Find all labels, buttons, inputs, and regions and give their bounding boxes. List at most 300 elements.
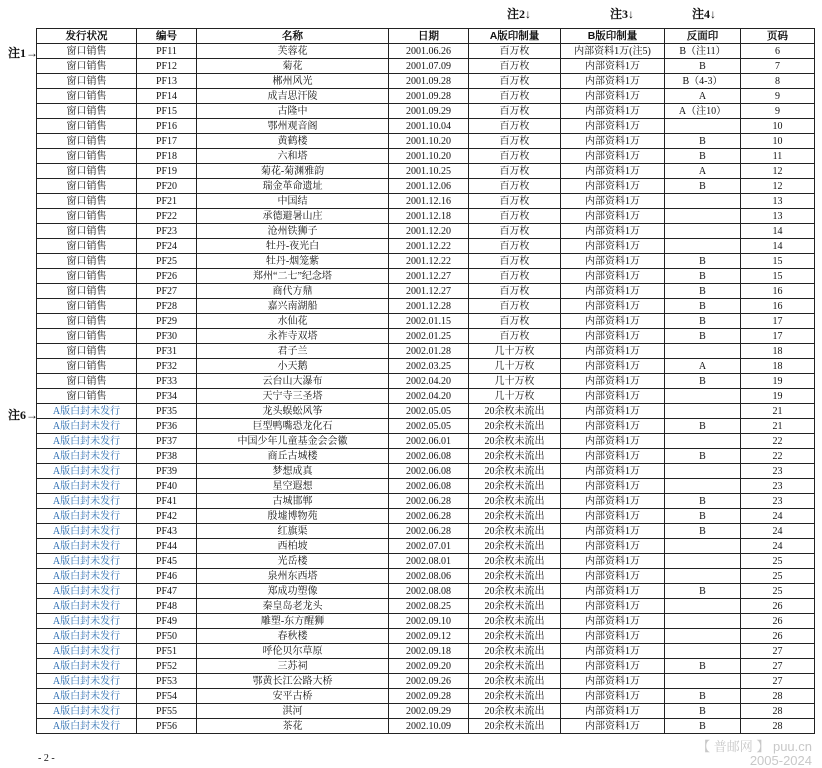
header-code: 编号 bbox=[137, 29, 197, 44]
back-print-cell bbox=[665, 434, 741, 449]
b-print-cell: 内部资料1万(注5) bbox=[561, 44, 665, 59]
date-cell: 2001.07.09 bbox=[389, 59, 469, 74]
status-cell: A版白封未发行 bbox=[37, 509, 137, 524]
date-cell: 2002.04.20 bbox=[389, 389, 469, 404]
date-cell: 2001.09.28 bbox=[389, 89, 469, 104]
back-print-cell bbox=[665, 239, 741, 254]
name-cell: 君子兰 bbox=[197, 344, 389, 359]
date-cell: 2002.09.18 bbox=[389, 644, 469, 659]
name-cell: 成吉思汗陵 bbox=[197, 89, 389, 104]
back-print-cell: B bbox=[665, 449, 741, 464]
a-print-cell: 20余枚未流出 bbox=[469, 614, 561, 629]
page-cell: 17 bbox=[741, 314, 815, 329]
date-cell: 2002.01.25 bbox=[389, 329, 469, 344]
b-print-cell: 内部资料1万 bbox=[561, 359, 665, 374]
date-cell: 2002.06.08 bbox=[389, 479, 469, 494]
name-cell: 巨型鸭嘴恐龙化石 bbox=[197, 419, 389, 434]
name-cell: 安平古桥 bbox=[197, 689, 389, 704]
code-cell: PF52 bbox=[137, 659, 197, 674]
page-cell: 8 bbox=[741, 74, 815, 89]
date-cell: 2001.12.28 bbox=[389, 299, 469, 314]
table-row bbox=[37, 704, 815, 719]
date-cell: 2002.04.20 bbox=[389, 374, 469, 389]
code-cell: PF46 bbox=[137, 569, 197, 584]
a-print-cell: 20余枚未流出 bbox=[469, 569, 561, 584]
name-cell: 郴州风光 bbox=[197, 74, 389, 89]
date-cell: 2002.10.09 bbox=[389, 719, 469, 734]
page-cell: 15 bbox=[741, 254, 815, 269]
table-row bbox=[37, 479, 815, 494]
back-print-cell bbox=[665, 464, 741, 479]
name-cell: 鄂州观音阁 bbox=[197, 119, 389, 134]
code-cell: PF12 bbox=[137, 59, 197, 74]
back-print-cell: B bbox=[665, 179, 741, 194]
status-cell: 窗口销售 bbox=[37, 59, 137, 74]
name-cell: 呼伦贝尔草原 bbox=[197, 644, 389, 659]
back-print-cell: B bbox=[665, 299, 741, 314]
status-cell: 窗口销售 bbox=[37, 179, 137, 194]
back-print-cell bbox=[665, 674, 741, 689]
a-print-cell: 20余枚未流出 bbox=[469, 419, 561, 434]
b-print-cell: 内部资料1万 bbox=[561, 404, 665, 419]
back-print-cell bbox=[665, 644, 741, 659]
table-row bbox=[37, 89, 815, 104]
status-cell: 窗口销售 bbox=[37, 389, 137, 404]
back-print-cell: B bbox=[665, 659, 741, 674]
back-print-cell: B bbox=[665, 584, 741, 599]
code-cell: PF28 bbox=[137, 299, 197, 314]
table-row bbox=[37, 539, 815, 554]
back-print-cell: B bbox=[665, 284, 741, 299]
table-row bbox=[37, 179, 815, 194]
table-row bbox=[37, 359, 815, 374]
code-cell: PF29 bbox=[137, 314, 197, 329]
back-print-cell: B bbox=[665, 254, 741, 269]
table-row bbox=[37, 254, 815, 269]
code-cell: PF18 bbox=[137, 149, 197, 164]
page-cell: 22 bbox=[741, 449, 815, 464]
code-cell: PF51 bbox=[137, 644, 197, 659]
table-row bbox=[37, 314, 815, 329]
a-print-cell: 几十万枚 bbox=[469, 389, 561, 404]
date-cell: 2002.01.15 bbox=[389, 314, 469, 329]
code-cell: PF43 bbox=[137, 524, 197, 539]
code-cell: PF41 bbox=[137, 494, 197, 509]
a-print-cell: 百万枚 bbox=[469, 164, 561, 179]
b-print-cell: 内部资料1万 bbox=[561, 224, 665, 239]
code-cell: PF22 bbox=[137, 209, 197, 224]
code-cell: PF37 bbox=[137, 434, 197, 449]
table-row bbox=[37, 389, 815, 404]
table-row bbox=[37, 524, 815, 539]
name-cell: 中国少年儿童基金会会徽 bbox=[197, 434, 389, 449]
back-print-cell bbox=[665, 599, 741, 614]
status-cell: 窗口销售 bbox=[37, 374, 137, 389]
page-cell: 11 bbox=[741, 149, 815, 164]
back-print-cell bbox=[665, 404, 741, 419]
status-cell: A版白封未发行 bbox=[37, 494, 137, 509]
status-cell: 窗口销售 bbox=[37, 164, 137, 179]
name-cell: 牡丹-烟笼紫 bbox=[197, 254, 389, 269]
date-cell: 2002.09.29 bbox=[389, 704, 469, 719]
page-cell: 18 bbox=[741, 344, 815, 359]
a-print-cell: 百万枚 bbox=[469, 89, 561, 104]
name-cell: 瑞金革命遗址 bbox=[197, 179, 389, 194]
name-cell: 中国结 bbox=[197, 194, 389, 209]
status-cell: A版白封未发行 bbox=[37, 644, 137, 659]
date-cell: 2001.12.22 bbox=[389, 254, 469, 269]
a-print-cell: 几十万枚 bbox=[469, 344, 561, 359]
code-cell: PF48 bbox=[137, 599, 197, 614]
date-cell: 2002.08.01 bbox=[389, 554, 469, 569]
code-cell: PF34 bbox=[137, 389, 197, 404]
name-cell: 淇河 bbox=[197, 704, 389, 719]
table-row bbox=[37, 689, 815, 704]
side-note-1: 注1→ bbox=[8, 46, 39, 60]
a-print-cell: 百万枚 bbox=[469, 179, 561, 194]
b-print-cell: 内部资料1万 bbox=[561, 134, 665, 149]
date-cell: 2002.09.10 bbox=[389, 614, 469, 629]
name-cell: 西柏坡 bbox=[197, 539, 389, 554]
date-cell: 2002.09.28 bbox=[389, 689, 469, 704]
date-cell: 2001.12.22 bbox=[389, 239, 469, 254]
table-row bbox=[37, 449, 815, 464]
status-cell: A版白封未发行 bbox=[37, 464, 137, 479]
table-row bbox=[37, 644, 815, 659]
a-print-cell: 20余枚未流出 bbox=[469, 599, 561, 614]
table-row bbox=[37, 104, 815, 119]
back-print-cell: B（注11） bbox=[665, 44, 741, 59]
date-cell: 2002.09.26 bbox=[389, 674, 469, 689]
b-print-cell: 内部资料1万 bbox=[561, 269, 665, 284]
code-cell: PF36 bbox=[137, 419, 197, 434]
page-cell: 18 bbox=[741, 359, 815, 374]
name-cell: 天宁寺三圣塔 bbox=[197, 389, 389, 404]
top-note-4: 注4↓ bbox=[692, 7, 717, 21]
date-cell: 2002.08.25 bbox=[389, 599, 469, 614]
a-print-cell: 百万枚 bbox=[469, 299, 561, 314]
back-print-cell: B bbox=[665, 269, 741, 284]
page-cell: 7 bbox=[741, 59, 815, 74]
a-print-cell: 百万枚 bbox=[469, 314, 561, 329]
b-print-cell: 内部资料1万 bbox=[561, 164, 665, 179]
name-cell: 泉州东西塔 bbox=[197, 569, 389, 584]
b-print-cell: 内部资料1万 bbox=[561, 494, 665, 509]
page-cell: 14 bbox=[741, 224, 815, 239]
table-row bbox=[37, 59, 815, 74]
back-print-cell bbox=[665, 119, 741, 134]
table-row bbox=[37, 209, 815, 224]
b-print-cell: 内部资料1万 bbox=[561, 119, 665, 134]
date-cell: 2002.08.08 bbox=[389, 584, 469, 599]
name-cell: 菊花-菊渊雅韵 bbox=[197, 164, 389, 179]
a-print-cell: 20余枚未流出 bbox=[469, 554, 561, 569]
b-print-cell: 内部资料1万 bbox=[561, 419, 665, 434]
header-row bbox=[37, 29, 815, 44]
table-row bbox=[37, 269, 815, 284]
status-cell: 窗口销售 bbox=[37, 224, 137, 239]
b-print-cell: 内部资料1万 bbox=[561, 644, 665, 659]
status-cell: 窗口销售 bbox=[37, 254, 137, 269]
b-print-cell: 内部资料1万 bbox=[561, 284, 665, 299]
code-cell: PF54 bbox=[137, 689, 197, 704]
name-cell: 古隆中 bbox=[197, 104, 389, 119]
b-print-cell: 内部资料1万 bbox=[561, 74, 665, 89]
page-cell: 10 bbox=[741, 119, 815, 134]
page-cell: 21 bbox=[741, 404, 815, 419]
status-cell: 窗口销售 bbox=[37, 104, 137, 119]
date-cell: 2002.09.20 bbox=[389, 659, 469, 674]
table-row bbox=[37, 494, 815, 509]
code-cell: PF30 bbox=[137, 329, 197, 344]
name-cell: 牡丹-夜光白 bbox=[197, 239, 389, 254]
date-cell: 2002.06.08 bbox=[389, 449, 469, 464]
name-cell: 小天鹅 bbox=[197, 359, 389, 374]
date-cell: 2002.06.28 bbox=[389, 494, 469, 509]
name-cell: 龙头蜈蚣风筝 bbox=[197, 404, 389, 419]
status-cell: A版白封未发行 bbox=[37, 524, 137, 539]
code-cell: PF16 bbox=[137, 119, 197, 134]
table-row bbox=[37, 329, 815, 344]
back-print-cell bbox=[665, 479, 741, 494]
date-cell: 2001.09.29 bbox=[389, 104, 469, 119]
status-cell: A版白封未发行 bbox=[37, 674, 137, 689]
page-cell: 10 bbox=[741, 134, 815, 149]
name-cell: 春秋楼 bbox=[197, 629, 389, 644]
table-row bbox=[37, 149, 815, 164]
back-print-cell: B bbox=[665, 419, 741, 434]
page-cell: 28 bbox=[741, 704, 815, 719]
status-cell: A版白封未发行 bbox=[37, 614, 137, 629]
code-cell: PF20 bbox=[137, 179, 197, 194]
b-print-cell: 内部资料1万 bbox=[561, 194, 665, 209]
page-cell: 28 bbox=[741, 719, 815, 734]
a-print-cell: 20余枚未流出 bbox=[469, 644, 561, 659]
a-print-cell: 20余枚未流出 bbox=[469, 479, 561, 494]
code-cell: PF39 bbox=[137, 464, 197, 479]
code-cell: PF35 bbox=[137, 404, 197, 419]
b-print-cell: 内部资料1万 bbox=[561, 554, 665, 569]
status-cell: A版白封未发行 bbox=[37, 719, 137, 734]
status-cell: 窗口销售 bbox=[37, 209, 137, 224]
back-print-cell: B bbox=[665, 134, 741, 149]
name-cell: 郑成功塑像 bbox=[197, 584, 389, 599]
a-print-cell: 百万枚 bbox=[469, 284, 561, 299]
a-print-cell: 20余枚未流出 bbox=[469, 674, 561, 689]
table-row bbox=[37, 74, 815, 89]
table-row bbox=[37, 674, 815, 689]
a-print-cell: 百万枚 bbox=[469, 74, 561, 89]
name-cell: 水仙花 bbox=[197, 314, 389, 329]
back-print-cell: B bbox=[665, 329, 741, 344]
b-print-cell: 内部资料1万 bbox=[561, 659, 665, 674]
status-cell: A版白封未发行 bbox=[37, 584, 137, 599]
back-print-cell: B bbox=[665, 149, 741, 164]
back-print-cell: B bbox=[665, 689, 741, 704]
back-print-cell: B bbox=[665, 374, 741, 389]
b-print-cell: 内部资料1万 bbox=[561, 104, 665, 119]
b-print-cell: 内部资料1万 bbox=[561, 434, 665, 449]
back-print-cell: A bbox=[665, 89, 741, 104]
status-cell: 窗口销售 bbox=[37, 194, 137, 209]
page-cell: 26 bbox=[741, 614, 815, 629]
stamp-catalog-table bbox=[36, 28, 815, 734]
page-cell: 28 bbox=[741, 689, 815, 704]
date-cell: 2002.01.28 bbox=[389, 344, 469, 359]
header-b-print: B版印制量 bbox=[561, 29, 665, 44]
code-cell: PF11 bbox=[137, 44, 197, 59]
top-note-3: 注3↓ bbox=[610, 7, 635, 21]
date-cell: 2002.07.01 bbox=[389, 539, 469, 554]
name-cell: 鄂黄长江公路大桥 bbox=[197, 674, 389, 689]
table-row bbox=[37, 569, 815, 584]
back-print-cell: B bbox=[665, 719, 741, 734]
code-cell: PF21 bbox=[137, 194, 197, 209]
back-print-cell: A bbox=[665, 164, 741, 179]
table-row bbox=[37, 434, 815, 449]
name-cell: 殷墟博物苑 bbox=[197, 509, 389, 524]
b-print-cell: 内部资料1万 bbox=[561, 464, 665, 479]
page-number: - 2 - bbox=[38, 753, 55, 764]
name-cell: 郑州“二七”纪念塔 bbox=[197, 269, 389, 284]
b-print-cell: 内部资料1万 bbox=[561, 299, 665, 314]
header-page: 页码 bbox=[741, 29, 815, 44]
date-cell: 2002.05.05 bbox=[389, 419, 469, 434]
b-print-cell: 内部资料1万 bbox=[561, 344, 665, 359]
b-print-cell: 内部资料1万 bbox=[561, 539, 665, 554]
a-print-cell: 百万枚 bbox=[469, 119, 561, 134]
status-cell: 窗口销售 bbox=[37, 359, 137, 374]
page-cell: 9 bbox=[741, 104, 815, 119]
table-row bbox=[37, 44, 815, 59]
a-print-cell: 几十万枚 bbox=[469, 374, 561, 389]
table-row bbox=[37, 119, 815, 134]
b-print-cell: 内部资料1万 bbox=[561, 329, 665, 344]
b-print-cell: 内部资料1万 bbox=[561, 209, 665, 224]
a-print-cell: 百万枚 bbox=[469, 194, 561, 209]
status-cell: 窗口销售 bbox=[37, 329, 137, 344]
code-cell: PF50 bbox=[137, 629, 197, 644]
page-cell: 27 bbox=[741, 644, 815, 659]
a-print-cell: 20余枚未流出 bbox=[469, 719, 561, 734]
status-cell: 窗口销售 bbox=[37, 314, 137, 329]
a-print-cell: 20余枚未流出 bbox=[469, 404, 561, 419]
code-cell: PF32 bbox=[137, 359, 197, 374]
table-row bbox=[37, 134, 815, 149]
b-print-cell: 内部资料1万 bbox=[561, 89, 665, 104]
page-cell: 26 bbox=[741, 599, 815, 614]
a-print-cell: 几十万枚 bbox=[469, 359, 561, 374]
back-print-cell: B（4-3） bbox=[665, 74, 741, 89]
code-cell: PF40 bbox=[137, 479, 197, 494]
a-print-cell: 20余枚未流出 bbox=[469, 539, 561, 554]
code-cell: PF38 bbox=[137, 449, 197, 464]
code-cell: PF26 bbox=[137, 269, 197, 284]
a-print-cell: 百万枚 bbox=[469, 134, 561, 149]
a-print-cell: 百万枚 bbox=[469, 44, 561, 59]
name-cell: 芙蓉花 bbox=[197, 44, 389, 59]
page-cell: 22 bbox=[741, 434, 815, 449]
header-status: 发行状况 bbox=[37, 29, 137, 44]
b-print-cell: 内部资料1万 bbox=[561, 314, 665, 329]
site-watermark bbox=[697, 740, 812, 768]
header-a-print: A版印制量 bbox=[469, 29, 561, 44]
a-print-cell: 百万枚 bbox=[469, 224, 561, 239]
back-print-cell: B bbox=[665, 524, 741, 539]
table-row bbox=[37, 509, 815, 524]
page-cell: 25 bbox=[741, 569, 815, 584]
code-cell: PF13 bbox=[137, 74, 197, 89]
code-cell: PF14 bbox=[137, 89, 197, 104]
page-cell: 19 bbox=[741, 389, 815, 404]
name-cell: 茶花 bbox=[197, 719, 389, 734]
table-row bbox=[37, 614, 815, 629]
status-cell: A版白封未发行 bbox=[37, 539, 137, 554]
table-body bbox=[37, 44, 815, 734]
back-print-cell bbox=[665, 629, 741, 644]
date-cell: 2001.12.27 bbox=[389, 284, 469, 299]
watermark-line-1: 【 普邮网 】 puu.cn bbox=[697, 739, 812, 754]
date-cell: 2002.09.12 bbox=[389, 629, 469, 644]
code-cell: PF17 bbox=[137, 134, 197, 149]
a-print-cell: 百万枚 bbox=[469, 239, 561, 254]
a-print-cell: 百万枚 bbox=[469, 209, 561, 224]
b-print-cell: 内部资料1万 bbox=[561, 374, 665, 389]
status-cell: 窗口销售 bbox=[37, 269, 137, 284]
status-cell: A版白封未发行 bbox=[37, 599, 137, 614]
b-print-cell: 内部资料1万 bbox=[561, 479, 665, 494]
page-cell: 12 bbox=[741, 179, 815, 194]
page-cell: 23 bbox=[741, 464, 815, 479]
name-cell: 云台山大瀑布 bbox=[197, 374, 389, 389]
name-cell: 光岳楼 bbox=[197, 554, 389, 569]
date-cell: 2001.10.25 bbox=[389, 164, 469, 179]
name-cell: 黄鹤楼 bbox=[197, 134, 389, 149]
b-print-cell: 内部资料1万 bbox=[561, 179, 665, 194]
status-cell: A版白封未发行 bbox=[37, 434, 137, 449]
b-print-cell: 内部资料1万 bbox=[561, 614, 665, 629]
back-print-cell bbox=[665, 344, 741, 359]
status-cell: 窗口销售 bbox=[37, 134, 137, 149]
page-cell: 14 bbox=[741, 239, 815, 254]
name-cell: 承德避暑山庄 bbox=[197, 209, 389, 224]
code-cell: PF55 bbox=[137, 704, 197, 719]
back-print-cell bbox=[665, 389, 741, 404]
date-cell: 2002.08.06 bbox=[389, 569, 469, 584]
status-cell: 窗口销售 bbox=[37, 119, 137, 134]
b-print-cell: 内部资料1万 bbox=[561, 254, 665, 269]
back-print-cell: A bbox=[665, 359, 741, 374]
back-print-cell: B bbox=[665, 494, 741, 509]
status-cell: 窗口销售 bbox=[37, 89, 137, 104]
name-cell: 古城邯郸 bbox=[197, 494, 389, 509]
table-row bbox=[37, 554, 815, 569]
date-cell: 2002.06.08 bbox=[389, 464, 469, 479]
table-row bbox=[37, 239, 815, 254]
b-print-cell: 内部资料1万 bbox=[561, 149, 665, 164]
status-cell: A版白封未发行 bbox=[37, 479, 137, 494]
b-print-cell: 内部资料1万 bbox=[561, 584, 665, 599]
back-print-cell: A（注10） bbox=[665, 104, 741, 119]
page-cell: 15 bbox=[741, 269, 815, 284]
page-cell: 24 bbox=[741, 509, 815, 524]
date-cell: 2002.06.01 bbox=[389, 434, 469, 449]
date-cell: 2001.10.20 bbox=[389, 149, 469, 164]
a-print-cell: 百万枚 bbox=[469, 149, 561, 164]
code-cell: PF31 bbox=[137, 344, 197, 359]
back-print-cell bbox=[665, 569, 741, 584]
top-note-2: 注2↓ bbox=[507, 7, 532, 21]
